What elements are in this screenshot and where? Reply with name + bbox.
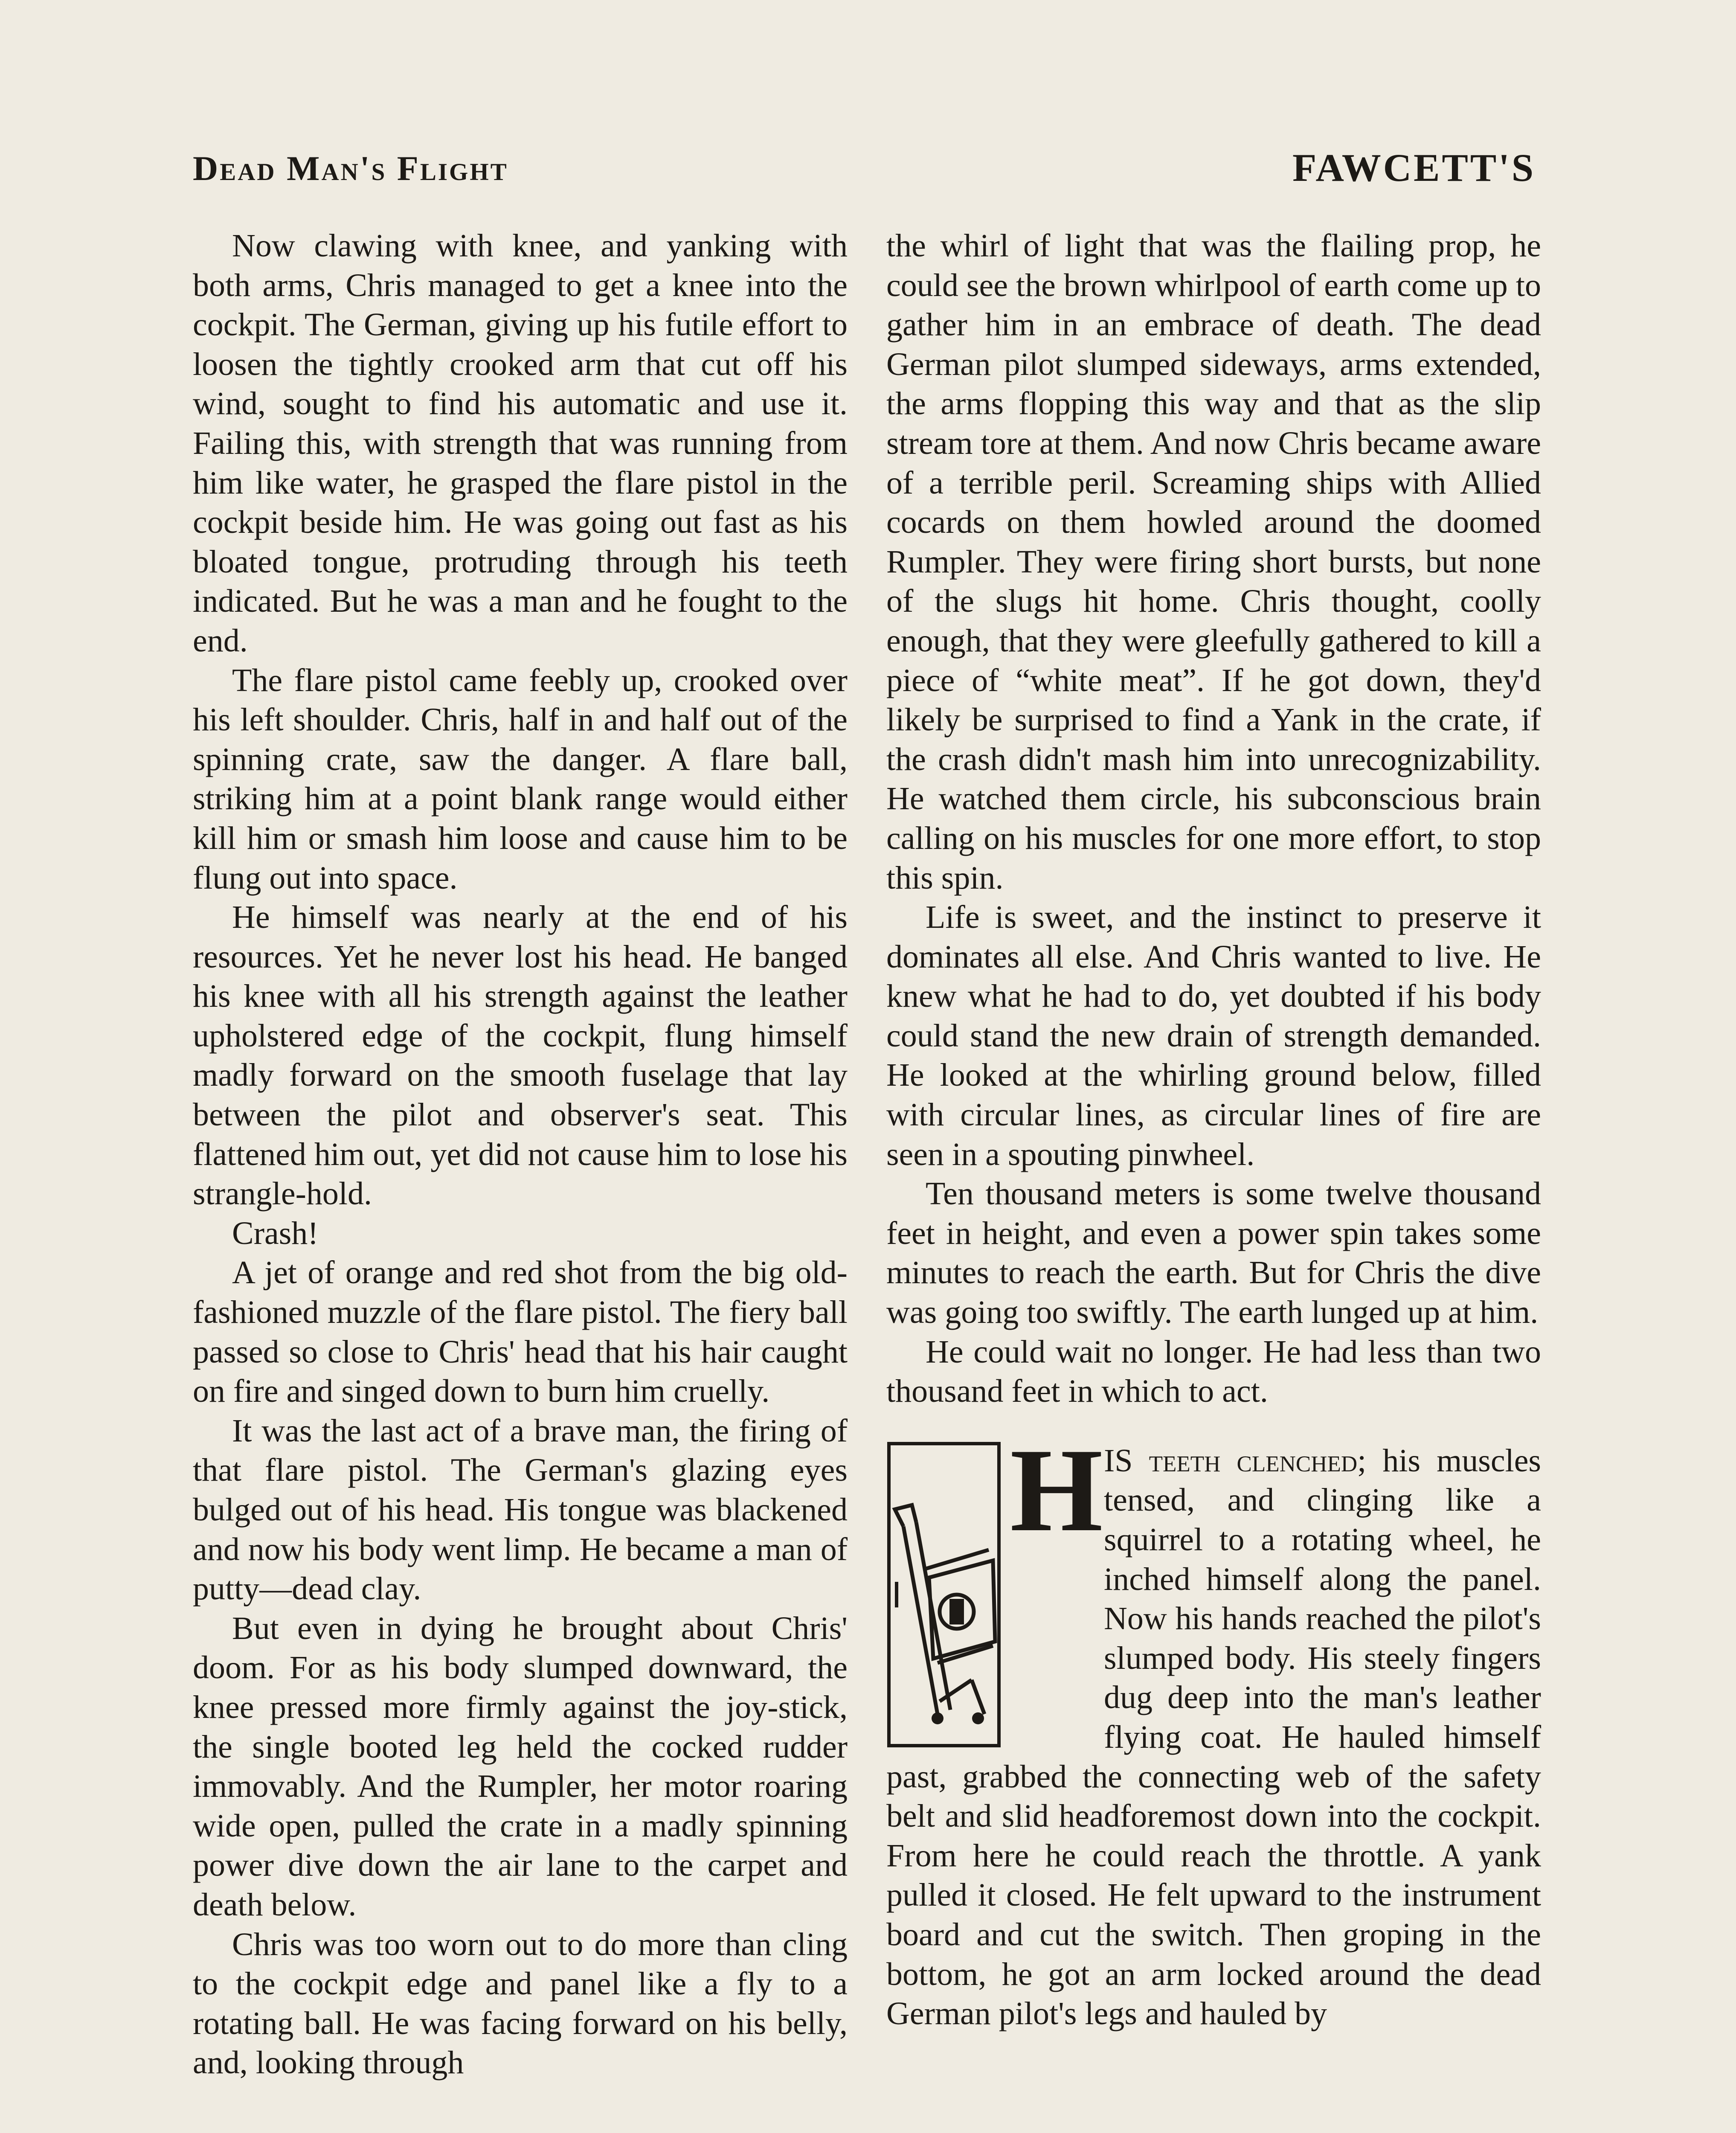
drop-cap-block bbox=[886, 1423, 1103, 1748]
section-body: ; his muscles tensed, and clinging like a squirrel to a rotating wheel, he inched himself along the panel. Now his hands reached the pilot's slumped body. His steely fingers dug deep into the man's leather flying coat. He hauled himself past, grabbed the connecting web of the safety belt and slid headforemost down into the cockpit. From here he could reach the throttle. A yank pulled it closed. He felt upward to the instrument board and cut the switch. Then groping in the bottom, he got an arm locked around the dead German pilot's legs and hauled by bbox=[886, 1442, 1541, 2032]
paragraph: Crash! bbox=[232, 1215, 319, 1251]
airplane-illustration-icon bbox=[886, 1441, 1002, 1748]
paragraph: Now clawing with knee, and yanking with both arms, Chris managed to get a knee into the cockpit. The German, giving up his futile effort to loosen the tightly crooked arm that cut off his wind, sought to find his automatic and use it. Failing this, with strength that was running from him like water, he grasped the flare pistol in the cockpit beside him. He was going out fast as his bloated tongue, protruding through his teeth indicated. But he was a man and he fought to the end. bbox=[193, 228, 848, 659]
paragraph: Chris was too worn out to do more than cling to the cockpit edge and panel like a fly to a rotating ball. He was facing forward on his belly, and, looking through bbox=[193, 1926, 848, 2081]
section-opening bbox=[886, 1423, 1541, 2034]
running-head-magazine: FAWCETT'S bbox=[1292, 146, 1536, 189]
right-column bbox=[886, 226, 1541, 2034]
paragraph: Life is sweet, and the instinct to preserve it dominates all else. And Chris wanted to live. He knew what he had to do, yet doubted if his body could stand the new drain of strength demanded. He looked at the whirling ground below, filled with circular lines, as circular lines of fire are seen in a spouting pinwheel. bbox=[886, 899, 1541, 1172]
lead-in-text: IS teeth clenched bbox=[1104, 1442, 1358, 1479]
paragraph: The flare pistol came feebly up, crooked over his left shoulder. Chris, half in and half out of the spinning crate, saw the danger. A flare ball, striking him at a point blank range would either kill him or smash him loose and cause him to be flung out into space. bbox=[193, 662, 848, 896]
left-column bbox=[193, 226, 848, 2083]
drop-cap-letter: H bbox=[1010, 1423, 1103, 1556]
paragraph: He could wait no longer. He had less than two thousand feet in which to act. bbox=[886, 1334, 1541, 1409]
paragraph: But even in dying he brought about Chris' doom. For as his body slumped downward, the knee pressed more firmly against the joy-stick, the single booted leg held the cocked rudder immovably. And the Rumpler, her motor roaring wide open, pulled the crate in a madly spinning power dive down the air lane to the carpet and death below. bbox=[193, 1610, 848, 1923]
paragraph: Ten thousand meters is some twelve thousand feet in height, and even a power spin takes some minutes to reach the earth. But for Chris the dive was going too swiftly. The earth lunged up at him. bbox=[886, 1176, 1541, 1331]
paragraph: A jet of orange and red shot from the big old-fashioned muzzle of the flare pistol. The fiery ball passed so close to Chris' head that his hair caught on fire and singed down to burn him cruelly. bbox=[193, 1255, 848, 1409]
paragraph: It was the last act of a brave man, the firing of that flare pistol. The German's glazing eyes bulged out of his head. His tongue was blackened and now his body went limp. He became a man of putty—dead clay. bbox=[193, 1412, 848, 1607]
running-head-title: Dead Man's Flight bbox=[193, 149, 508, 188]
paragraph: the whirl of light that was the flailing prop, he could see the brown whirlpool of earth come up to gather him in an embrace of death. The dead German pilot slumped sideways, arms extended, the arms flopping this way and that as the slip stream tore at them. And now Chris became aware of a terrible peril. Screaming ships with Allied cocards on them howled around the doomed Rumpler. They were firing short bursts, but none of the slugs hit home. Chris thought, coolly enough, that they were gleefully gathered to kill a piece of “white meat”. If he got down, they'd likely be surprised to find a Yank in the crate, if the crash didn't mash him into unrecognizability. He watched them circle, his subconscious brain calling on his muscles for one more effort, to stop this spin. bbox=[886, 228, 1541, 896]
paragraph: He himself was nearly at the end of his resources. Yet he never lost his head. He banged his knee with all his strength against the leather upholstered edge of the cockpit, flung himself madly forward on the smooth fuselage that lay between the pilot and observer's seat. This flattened him out, yet did not cause him to lose his strangle-hold. bbox=[193, 899, 848, 1212]
